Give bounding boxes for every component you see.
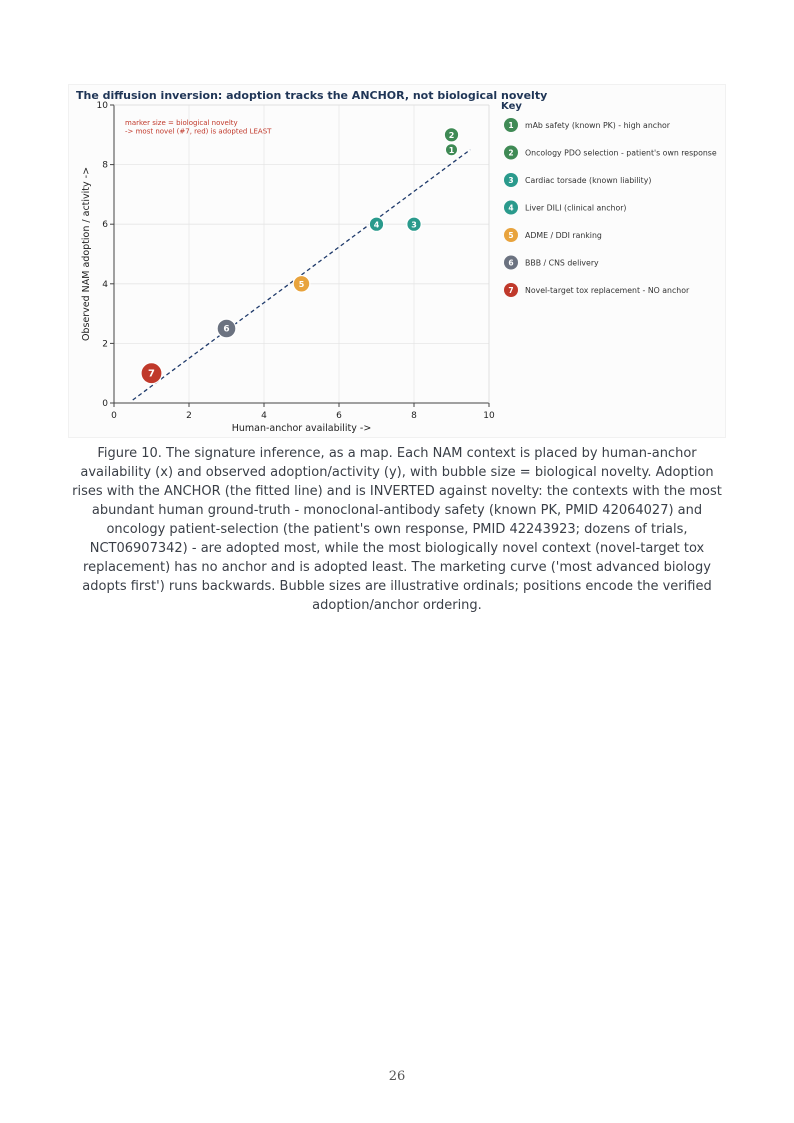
y-axis-label: Observed NAM adoption / activity -> xyxy=(81,166,92,342)
bubble-label-2: 2 xyxy=(448,131,455,140)
x-tick-label: 6 xyxy=(336,411,342,421)
x-tick-label: 0 xyxy=(111,411,117,421)
bubble-label-7: 7 xyxy=(148,368,155,380)
y-tick-label: 8 xyxy=(102,160,108,171)
page-number: 26 xyxy=(388,1069,406,1084)
legend-marker-label-1: 1 xyxy=(508,120,514,130)
figure-caption: Figure 10. The signature inference, as a map. Each NAM context is placed by human-anchor availability (x) and observed adoption/activity (y), with bubble size = biological novelty. Adoption rises with the ANCHOR (the fitted line) and is INVERTED against novelty: the contexts with the most abundant human ground-truth - monoclonal-antibody safety (known PK, PMID 42064027) and oncology patient-selection (the patient's own response, PMID 42243923; dozens of trials, NCT06907342) - are adopted most, while the most biologically novel context (novel-target tox replacement) has no anchor and is adopted least. The marketing curve ('most advanced biology adopts first') runs backwards. Bubble sizes are illustrative ordinals; positions encode the verified adoption/anchor ordering. xyxy=(72,446,722,613)
x-axis-label: Human-anchor availability -> xyxy=(231,423,372,434)
y-tick-label: 2 xyxy=(102,339,108,350)
figure-panel xyxy=(68,84,726,438)
legend-entry-7: Novel-target tox replacement - NO anchor xyxy=(525,286,690,295)
y-tick-label: 0 xyxy=(102,399,108,409)
legend-entry-3: Cardiac torsade (known liability) xyxy=(525,176,652,185)
bubble-label-6: 6 xyxy=(223,324,230,335)
legend-marker-label-2: 2 xyxy=(508,148,514,158)
y-tick-label: 6 xyxy=(102,220,108,231)
legend-marker-label-4: 4 xyxy=(508,203,514,213)
bubble-label-4: 4 xyxy=(373,220,380,230)
y-tick-label: 10 xyxy=(96,101,108,111)
chart xyxy=(69,85,727,439)
x-tick-label: 8 xyxy=(411,411,417,421)
legend-marker-label-6: 6 xyxy=(508,258,514,268)
x-tick-label: 10 xyxy=(483,411,495,421)
x-tick-label: 2 xyxy=(186,411,192,421)
legend-title: Key xyxy=(501,101,522,112)
size-annotation: marker size = biological novelty xyxy=(125,119,238,127)
bubble-label-1: 1 xyxy=(448,145,455,155)
legend-entry-6: BBB / CNS delivery xyxy=(525,258,599,268)
bubble-label-5: 5 xyxy=(298,280,305,289)
legend-entry-4: Liver DILI (clinical anchor) xyxy=(525,203,627,213)
legend-marker-label-3: 3 xyxy=(508,175,514,185)
plot-area xyxy=(114,105,489,403)
y-tick-label: 4 xyxy=(102,279,108,290)
legend-entry-1: mAb safety (known PK) - high anchor xyxy=(525,121,670,130)
legend-entry-2: Oncology PDO selection - patient's own response xyxy=(525,148,717,158)
x-tick-label: 4 xyxy=(261,411,267,421)
legend-marker-label-5: 5 xyxy=(508,230,514,240)
legend-marker-label-7: 7 xyxy=(508,285,514,295)
legend-entry-5: ADME / DDI ranking xyxy=(525,231,602,240)
size-annotation: -> most novel (#7, red) is adopted LEAST xyxy=(125,127,272,136)
chart-title: The diffusion inversion: adoption tracks the ANCHOR, not biological novelty xyxy=(76,89,548,102)
bubble-label-3: 3 xyxy=(411,220,417,230)
